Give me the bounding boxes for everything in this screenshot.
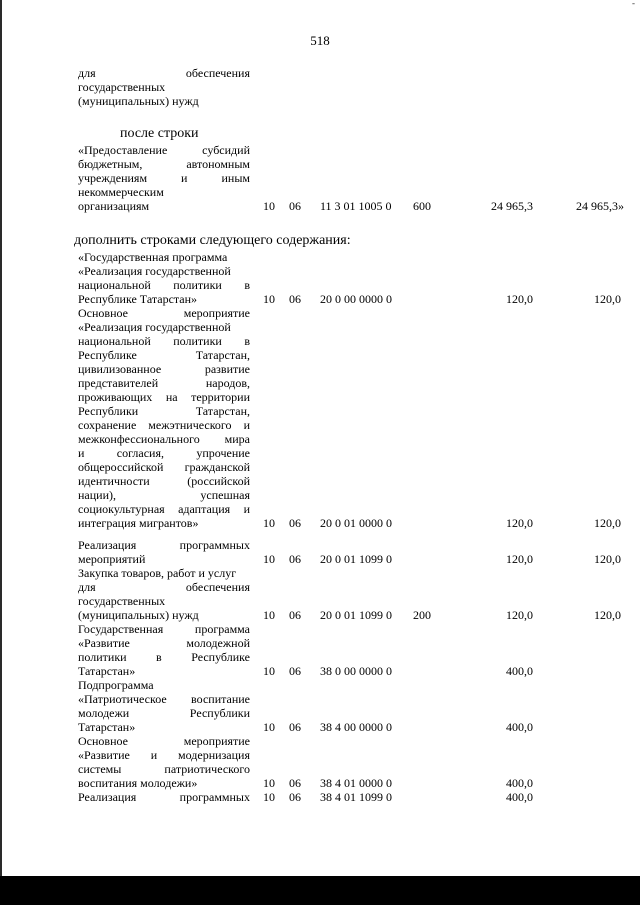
sum1-cell: 400,0: [506, 790, 533, 804]
sum1-cell: 400,0: [506, 776, 533, 790]
csr-cell: 11 3 01 1005 0: [320, 199, 392, 213]
sum1-cell: 400,0: [506, 720, 533, 734]
desc-line: Основное мероприятие: [78, 306, 250, 320]
rz-cell: 10: [263, 664, 275, 678]
row-description: [78, 250, 250, 306]
rz-cell: 10: [263, 292, 275, 306]
row-description: [78, 306, 250, 530]
pr-cell: 06: [289, 552, 301, 566]
row-description: [78, 790, 250, 804]
rz-cell: 10: [263, 516, 275, 530]
desc-line: учреждениям и иным: [78, 171, 250, 185]
desc-line: интеграция мигрантов»: [78, 516, 199, 530]
rz-cell: 10: [263, 776, 275, 790]
sum2-cell: 120,0: [594, 552, 621, 566]
csr-cell: 20 0 01 1099 0: [320, 608, 392, 622]
desc-line: молодежи Республики: [78, 706, 250, 720]
desc-line: проживающих на территории: [78, 390, 250, 404]
csr-cell: 20 0 01 1099 0: [320, 552, 392, 566]
desc-line: и согласия, упрочение: [78, 446, 250, 460]
pr-cell: 06: [289, 199, 301, 213]
desc-line: представителей народов,: [78, 376, 250, 390]
desc-line: мероприятий: [78, 552, 146, 566]
csr-cell: 38 4 01 1099 0: [320, 790, 392, 804]
desc-line: «Развитие и модернизация: [78, 748, 250, 762]
desc-line: политики в Республике: [78, 650, 250, 664]
pr-cell: 06: [289, 292, 301, 306]
desc-line: межконфессионального мира: [78, 432, 250, 446]
desc-line: бюджетным, автономным: [78, 157, 250, 171]
desc-line: воспитания молодежи»: [78, 776, 198, 790]
desc-line: Республике Татарстан»: [78, 292, 198, 306]
pr-cell: 06: [289, 664, 301, 678]
desc-line: национальной политики в: [78, 334, 250, 348]
desc-line: Реализация программных: [78, 538, 250, 552]
add-heading: дополнить строками следующего содержания:: [74, 233, 351, 248]
sum1-cell: 120,0: [506, 552, 533, 566]
desc-line: некоммерческим: [78, 185, 164, 199]
pr-cell: 06: [289, 776, 301, 790]
vr-cell: 600: [413, 199, 431, 213]
row-description: [78, 538, 250, 566]
scan-left-border: [0, 0, 2, 905]
desc-line: нации), успешная: [78, 488, 250, 502]
desc-line: идентичности (российской: [78, 474, 250, 488]
desc-line: Республики Татарстан,: [78, 404, 250, 418]
sum2-cell: 120,0: [594, 292, 621, 306]
desc-line: для обеспечения: [78, 66, 250, 80]
desc-line: национальной политики в: [78, 278, 250, 292]
desc-line: «Реализация государственной: [78, 264, 231, 278]
desc-line: социокультурная адаптация и: [78, 502, 250, 516]
rz-cell: 10: [263, 199, 275, 213]
desc-line: системы патриотического: [78, 762, 250, 776]
rz-cell: 10: [263, 790, 275, 804]
desc-line: Татарстан»: [78, 664, 136, 678]
desc-line: сохранение межэтнического и: [78, 418, 250, 432]
desc-line: Подпрограмма: [78, 678, 154, 692]
desc-line: Закупка товаров, работ и услуг: [78, 566, 237, 580]
sum2-cell: 120,0: [594, 608, 621, 622]
desc-line: общероссийской гражданской: [78, 460, 250, 474]
desc-line: Реализация программных: [78, 790, 250, 804]
rz-cell: 10: [263, 720, 275, 734]
desc-line: «Реализация государственной: [78, 320, 231, 334]
scan-bottom-bar: [0, 876, 640, 905]
sum1-cell: 120,0: [506, 516, 533, 530]
desc-line: (муниципальных) нужд: [78, 608, 199, 622]
sum1-cell: 400,0: [506, 664, 533, 678]
page-number: 518: [310, 33, 330, 48]
desc-line: (муниципальных) нужд: [78, 94, 199, 108]
rz-cell: 10: [263, 552, 275, 566]
vr-cell: 200: [413, 608, 431, 622]
first-row-description: [78, 143, 250, 213]
desc-line: Государственная программа: [78, 622, 250, 636]
desc-line: «Развитие молодежной: [78, 636, 250, 650]
rz-cell: 10: [263, 608, 275, 622]
insert-after-label: после строки: [120, 126, 199, 141]
top-fragment: [78, 66, 250, 108]
desc-line: Татарстан»: [78, 720, 136, 734]
pr-cell: 06: [289, 516, 301, 530]
desc-line: государственных: [78, 594, 166, 608]
csr-cell: 38 4 01 0000 0: [320, 776, 392, 790]
csr-cell: 38 0 00 0000 0: [320, 664, 392, 678]
desc-line: «Предоставление субсидий: [78, 143, 250, 157]
sum2-cell: 120,0: [594, 516, 621, 530]
pr-cell: 06: [289, 790, 301, 804]
sum1-cell: 24 965,3: [491, 199, 533, 213]
scan-right-mark: -: [632, 0, 635, 8]
row-description: [78, 566, 250, 622]
desc-line: «Патриотическое воспитание: [78, 692, 250, 706]
sum2-cell: 24 965,3»: [576, 199, 624, 213]
desc-line: для обеспечения: [78, 580, 250, 594]
csr-cell: 38 4 00 0000 0: [320, 720, 392, 734]
desc-line: Основное мероприятие: [78, 734, 250, 748]
pr-cell: 06: [289, 720, 301, 734]
row-description: [78, 678, 250, 734]
csr-cell: 20 0 00 0000 0: [320, 292, 392, 306]
desc-line: цивилизованное развитие: [78, 362, 250, 376]
pr-cell: 06: [289, 608, 301, 622]
sum1-cell: 120,0: [506, 292, 533, 306]
row-description: [78, 734, 250, 790]
desc-line: государственных: [78, 80, 166, 94]
desc-line: «Государственная программа: [78, 250, 228, 264]
sum1-cell: 120,0: [506, 608, 533, 622]
row-description: [78, 622, 250, 678]
csr-cell: 20 0 01 0000 0: [320, 516, 392, 530]
desc-line: Республике Татарстан,: [78, 348, 250, 362]
desc-line: организациям: [78, 199, 150, 213]
